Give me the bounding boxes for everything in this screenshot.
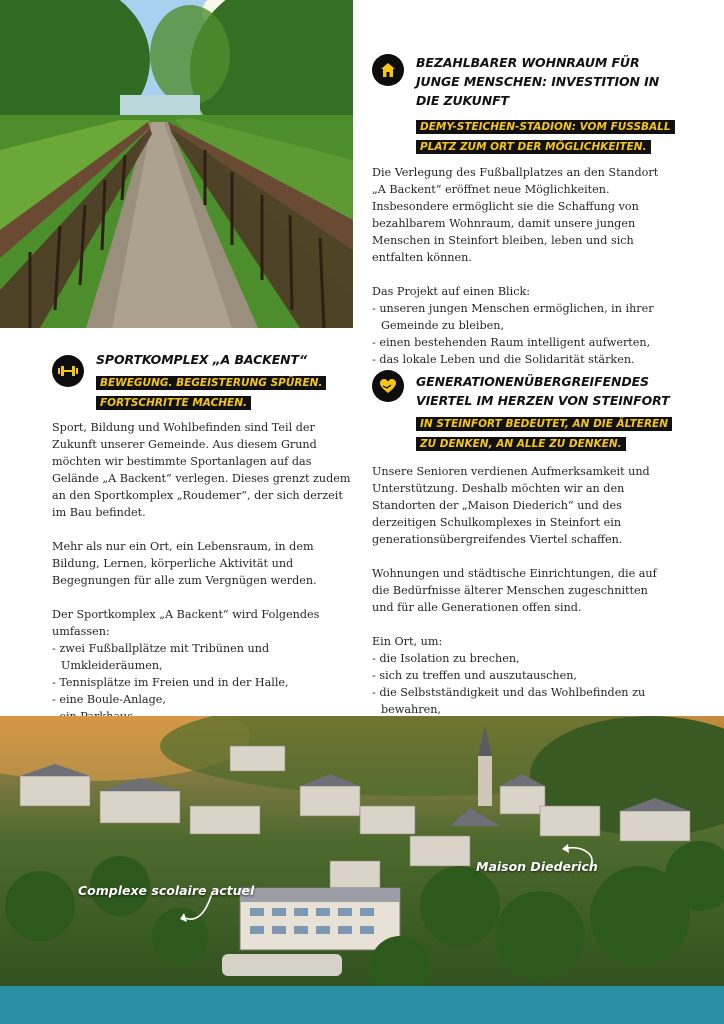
heart-hands-icon [372,370,404,402]
housing-subtitle-line-1: DEMY-STEICHEN-STADION: VOM FUSSBALL [416,120,675,134]
housing-title: BEZAHLBARER WOHNRAUM FÜR JUNGE MENSCHEN: INVESTITION IN DIE ZUKUNFT [416,55,660,108]
maison-diederich-label: Maison Diederich [476,859,598,874]
housing-subtitle-line-2: PLATZ ZUM ORT DER MÖGLICHKEITEN. [416,140,651,154]
dumbbell-icon [52,355,84,387]
aerial-illustration [0,716,724,986]
housing-paragraph: Die Verlegung des Fußballplatzes an den Standort „A Backent“ eröffnet neue Möglichkeiten. Insbesondere ermöglicht sie die Schaffung von bezahlbarem Wohnraum, damit unsere jungen Menschen in Steinfort bleiben, leben und sich entfalten können. [372,166,659,264]
housing-body [372,164,672,368]
generations-paragraph-2: Wohnungen und städtische Einrichtungen, die auf die Bedürfnisse älterer Menschen zugeschnitten und für alle Generationen offen sind. [372,567,657,614]
generations-body [372,463,672,752]
bridge-photo [0,0,353,328]
list-item: - eine Boule-Anlage, [52,691,352,708]
generations-subtitle-line-2: ZU DENKEN, AN ALLE ZU DENKEN. [416,437,626,451]
aerial-town-photo [0,716,724,986]
list-item: - sich zu treffen und auszutauschen, [372,667,672,684]
sport-title: SPORTKOMPLEX „A BACKENT“ [96,352,307,367]
bridge-illustration [0,0,353,328]
school-label: Complexe scolaire actuel [78,883,255,898]
housing-subtitle [416,116,706,156]
sport-list-intro: Der Sportkomplex „A Backent“ wird Folgendes umfassen: [52,608,320,638]
footer-bar [0,986,724,1024]
sport-subtitle [96,372,346,412]
list-item: - unseren jungen Menschen ermöglichen, in ihrer Gemeinde zu bleiben, [372,300,672,334]
housing-list [372,300,672,368]
sport-subtitle-line-2: FORTSCHRITTE MACHEN. [96,396,251,410]
housing-list-intro: Das Projekt auf einen Blick: [372,285,531,298]
list-item: - zwei Fußballplätze mit Tribünen und Umkleideräumen, [52,640,352,674]
list-item: - einen bestehenden Raum intelligent aufwerten, [372,334,672,351]
generations-subtitle [416,413,706,453]
generations-list-intro: Ein Ort, um: [372,635,443,648]
list-item: - die Selbstständigkeit und das Wohlbefinden zu bewahren, [372,684,672,718]
sport-paragraph-2: Mehr als nur ein Ort, ein Lebensraum, in dem Bildung, Lernen, körperliche Aktivität und Begegnungen für alle zum Vergnügen werden. [52,540,317,587]
generations-subtitle-line-1: IN STEINFORT BEDEUTET, AN DIE ÄLTEREN [416,417,672,431]
sport-body [52,419,352,759]
list-item: - Tennisplätze im Freien und in der Halle, [52,674,352,691]
generations-paragraph-1: Unsere Senioren verdienen Aufmerksamkeit und Unterstützung. Deshalb möchten wir an den Standorten der „Maison Diederich“ und des derzeitigen Schulkomplexes in Steinfort ein generationsübergreifendes Viertel schaffen. [372,465,650,546]
list-item: - die Isolation zu brechen, [372,650,672,667]
house-icon [372,54,404,86]
sport-paragraph-1: Sport, Bildung und Wohlbefinden sind Teil der Zukunft unserer Gemeinde. Aus diesem Grund möchten wir bestimmte Sportanlagen auf das Gelände „A Backent“ verlegen. Dieses grenzt zudem an den Sportkomplex „Roudemer“, der sich derzeit im Bau befindet. [52,421,351,519]
sport-subtitle-line-1: BEWEGUNG. BEGEISTERUNG SPÜREN. [96,376,326,390]
list-item: - das lokale Leben und die Solidarität stärken. [372,351,672,368]
generations-title: GENERATIONENÜBERGREIFENDES VIERTEL IM HERZEN VON STEINFORT [416,374,670,408]
